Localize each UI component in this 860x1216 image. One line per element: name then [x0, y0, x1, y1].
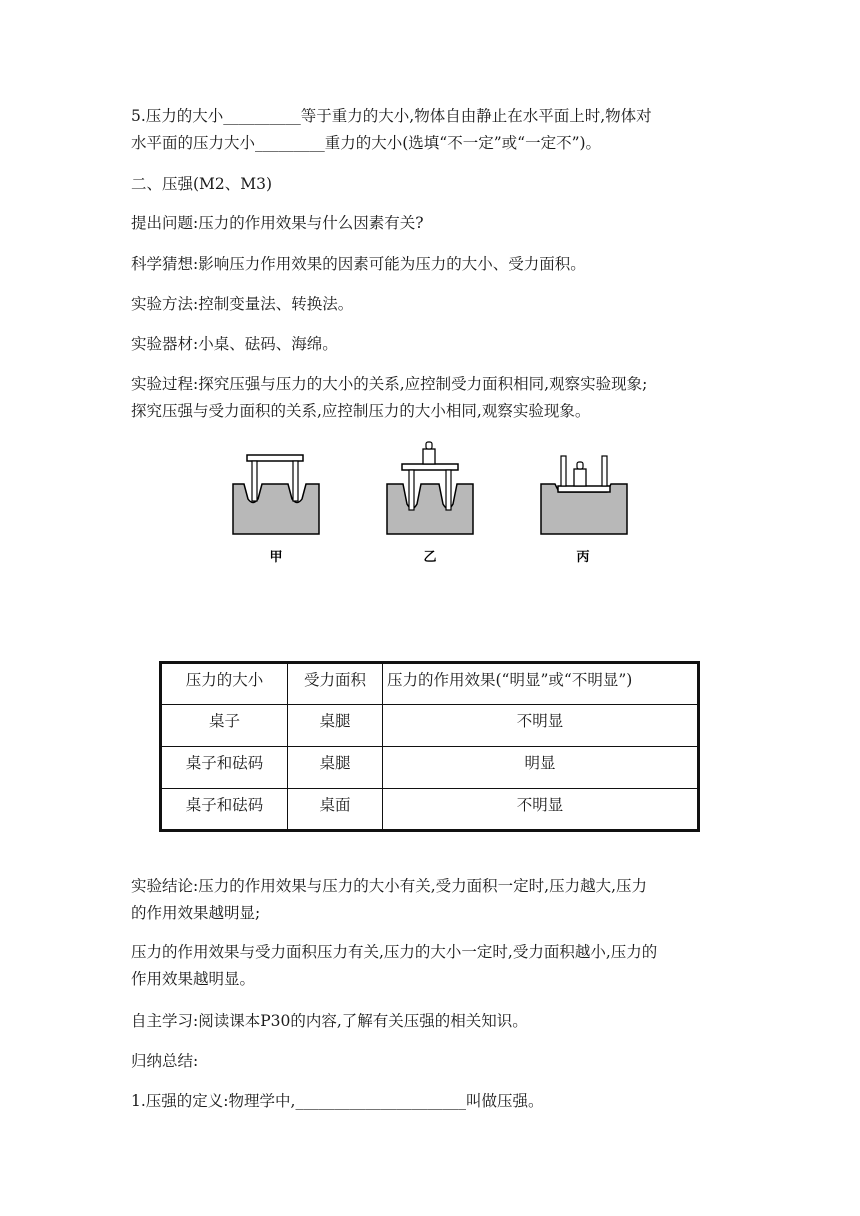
cell-area: 桌腿 — [288, 747, 383, 789]
cell-effect: 不明显 — [383, 705, 699, 747]
table-leg-yi-left — [409, 470, 414, 510]
table-top-bing — [558, 486, 610, 492]
process-line1: 实验过程:探究压强与压力的大小的关系,应控制受力面积相同,观察实验现象; — [131, 375, 648, 393]
cell-effect: 不明显 — [383, 789, 699, 831]
experiment-figure — [229, 437, 629, 567]
cell-pressure: 桌子和砝码 — [161, 789, 288, 831]
table-top-yi — [402, 464, 458, 470]
header-area: 受力面积 — [288, 663, 383, 705]
definition-text: 1.压强的定义:物理学中,______________________叫做压强。 — [131, 1092, 544, 1110]
label-jia: 甲 — [269, 550, 283, 565]
cell-area: 桌腿 — [288, 705, 383, 747]
results-table — [159, 661, 700, 832]
label-bing: 丙 — [576, 550, 590, 565]
conclusion-line2: 的作用效果越明显; — [131, 904, 261, 922]
q5-line2: 水平面的压力大小_________重力的大小(选填“不一定”或“一定不”)。 — [131, 134, 602, 152]
table-top-jia — [247, 455, 303, 461]
table-header-row — [161, 663, 699, 705]
table-row — [161, 747, 699, 789]
table-leg-yi-right — [446, 470, 451, 510]
section-title: 二、压强(M2、M3) — [131, 175, 273, 193]
setup-jia — [233, 455, 319, 565]
summary-title: 归纳总结: — [131, 1052, 199, 1070]
table-row — [161, 705, 699, 747]
cell-effect: 明显 — [383, 747, 699, 789]
label-yi: 乙 — [423, 550, 437, 565]
setup-bing — [541, 456, 627, 565]
weight-yi — [423, 449, 435, 464]
setup-yi — [387, 442, 473, 565]
conclusion-line3: 压力的作用效果与受力面积压力有关,压力的大小一定时,受力面积越小,压力的 — [131, 943, 658, 961]
weight-yi-hook — [426, 442, 432, 449]
materials-text: 实验器材:小桌、砝码、海绵。 — [131, 335, 338, 353]
table-leg-bing-right — [602, 456, 607, 486]
conclusion-line1: 实验结论:压力的作用效果与压力的大小有关,受力面积一定时,压力越大,压力 — [131, 877, 648, 895]
weight-bing — [574, 469, 586, 486]
method-text: 实验方法:控制变量法、转换法。 — [131, 295, 354, 313]
sponge-jia — [233, 484, 319, 534]
header-pressure: 压力的大小 — [161, 663, 288, 705]
table-leg-bing-left — [561, 456, 566, 486]
header-effect: 压力的作用效果(“明显”或“不明显”) — [383, 663, 699, 705]
cell-pressure: 桌子和砝码 — [161, 747, 288, 789]
self-study-text: 自主学习:阅读课本P30的内容,了解有关压强的相关知识。 — [131, 1012, 528, 1030]
cell-area: 桌面 — [288, 789, 383, 831]
process-line2: 探究压强与受力面积的关系,应控制压力的大小相同,观察实验现象。 — [131, 402, 591, 420]
sponge-yi — [387, 484, 473, 534]
cell-pressure: 桌子 — [161, 705, 288, 747]
conclusion-line4: 作用效果越明显。 — [131, 970, 256, 988]
weight-bing-hook — [577, 462, 583, 469]
table-row — [161, 789, 699, 831]
hypothesis-text: 科学猜想:影响压力作用效果的因素可能为压力的大小、受力面积。 — [131, 255, 586, 273]
table-leg-jia-right — [293, 461, 298, 501]
question-text: 提出问题:压力的作用效果与什么因素有关? — [131, 214, 424, 232]
table-leg-jia-left — [252, 461, 257, 501]
q5-line1: 5.压力的大小__________等于重力的大小,物体自由静止在水平面上时,物体对 — [131, 107, 652, 125]
